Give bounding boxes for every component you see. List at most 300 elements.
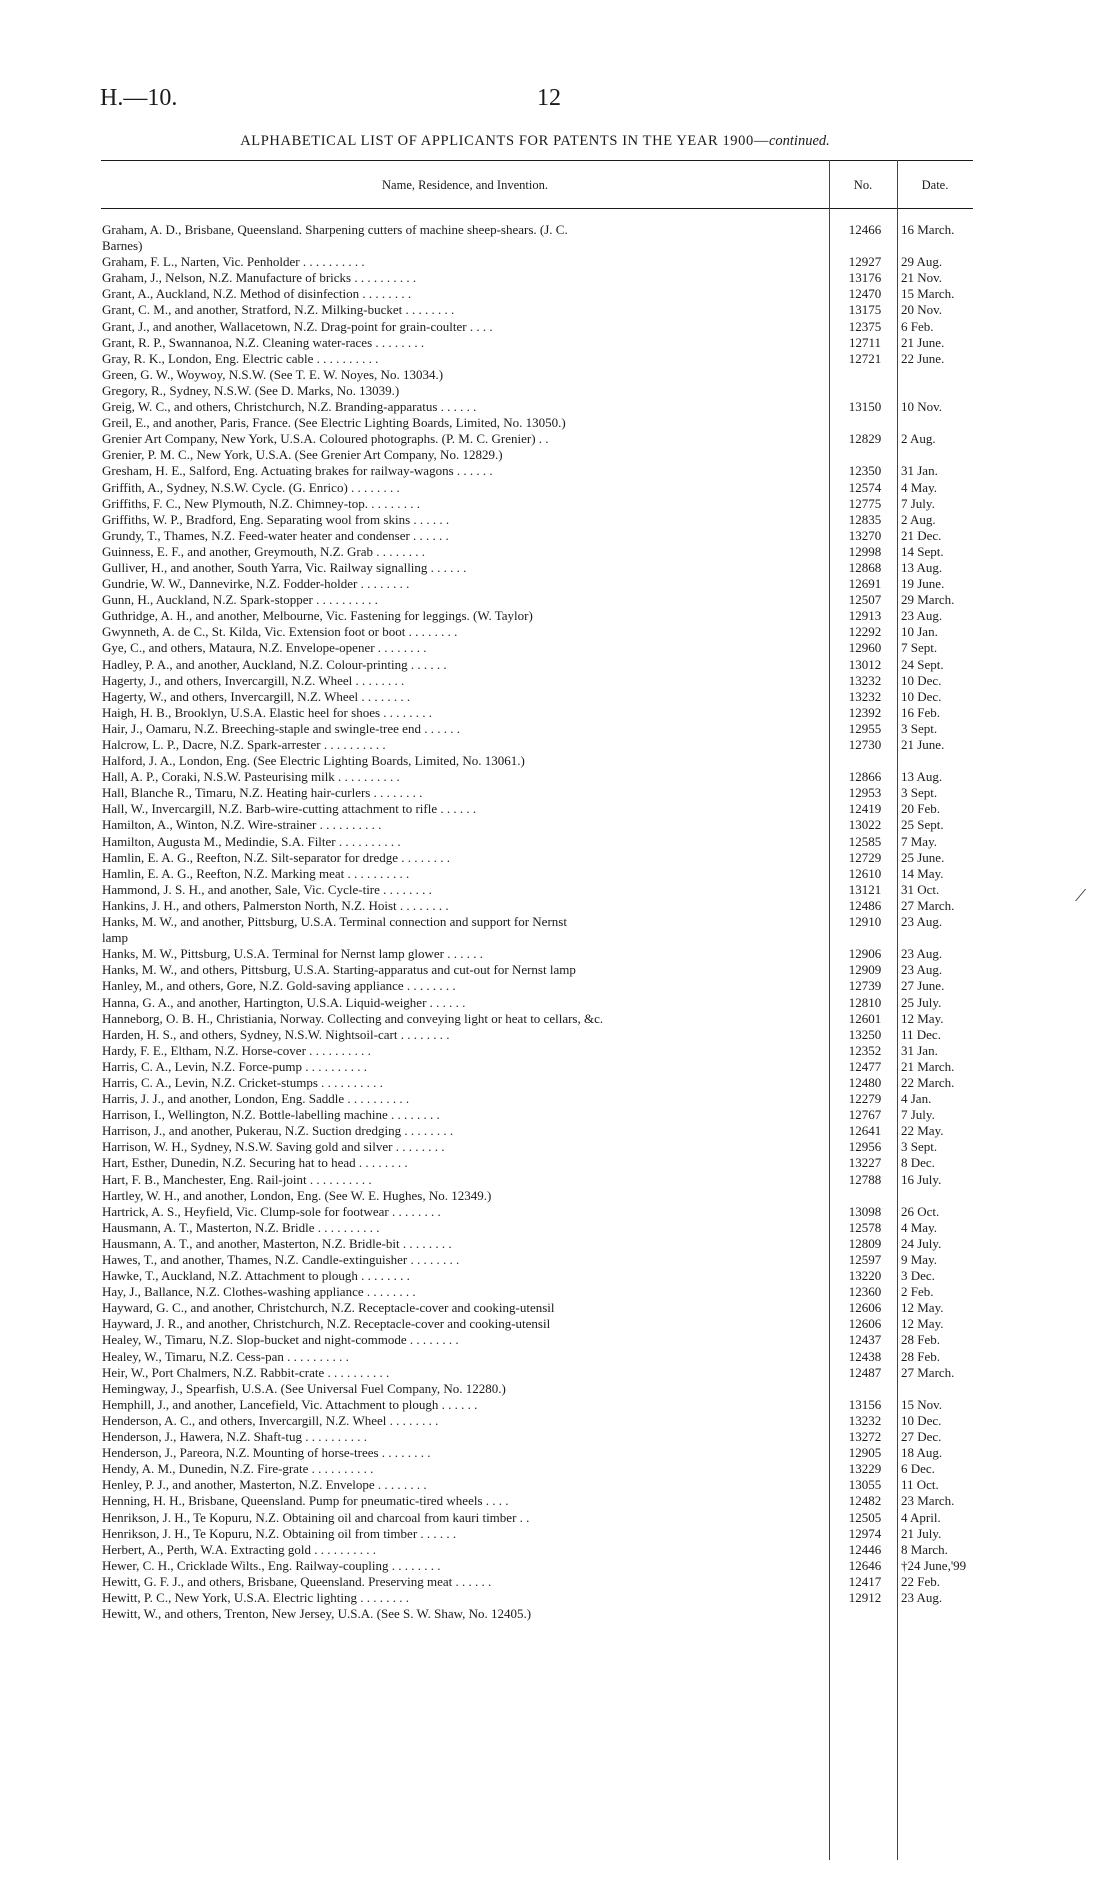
- applicant-entry: Griffiths, W. P., Bradford, Eng. Separating wool from skins . . . . . .: [102, 511, 450, 527]
- applicant-entry: Guthridge, A. H., and another, Melbourne, Vic. Fastening for leggings. (W. Taylor): [102, 608, 533, 624]
- patent-number: 12480: [848, 1074, 882, 1090]
- patent-date: 16 March.: [901, 222, 955, 237]
- patent-date: 22 June.: [901, 350, 945, 366]
- applicant-entry: Green, G. W., Woywoy, N.S.W. (See T. E. W. Noyes, No. 13034.): [102, 366, 444, 382]
- table-row: [101, 1510, 973, 1526]
- table-row: [101, 528, 973, 544]
- table-row: [101, 560, 973, 576]
- patent-number: 13250: [848, 1026, 882, 1042]
- table-row: [101, 399, 973, 415]
- patent-date: 11 Oct.: [901, 1477, 939, 1493]
- applicant-entry: Hewer, C. H., Cricklade Wilts., Eng. Railway-coupling . . . . . . . .: [102, 1557, 441, 1573]
- applicant-entry: Hair, J., Oamaru, N.Z. Breeching-staple and swingle-tree end . . . . . .: [102, 720, 460, 736]
- patent-date: 16 Feb.: [901, 704, 940, 720]
- patent-number: 12437: [848, 1332, 882, 1348]
- table-row: [101, 1332, 973, 1348]
- patent-number: 13121: [848, 881, 882, 897]
- table-row: [101, 544, 973, 560]
- patent-date: 4 Jan.: [901, 1091, 932, 1107]
- patent-date: 23 Aug.: [901, 962, 943, 978]
- column-header-name: Name, Residence, and Invention.: [382, 178, 548, 192]
- patent-number: 12505: [848, 1509, 882, 1525]
- applicant-entry: Healey, W., Timaru, N.Z. Slop-bucket and night-commode . . . . . . . .: [102, 1332, 459, 1348]
- applicant-entry: Harrison, W. H., Sydney, N.S.W. Saving gold and silver . . . . . . . .: [102, 1139, 445, 1155]
- patent-date: 25 July.: [901, 994, 942, 1010]
- applicant-entry: [102, 222, 826, 254]
- applicant-entry: Graham, F. L., Narten, Vic. Penholder . . . . . . . . . .: [102, 254, 365, 270]
- patent-number: 12507: [848, 592, 882, 608]
- patent-date: 3 Sept.: [901, 785, 938, 801]
- patent-date: 4 May.: [901, 1219, 937, 1235]
- table-row: [101, 1349, 973, 1365]
- patent-number: 12606: [848, 1316, 882, 1332]
- table-row: [101, 1220, 973, 1236]
- page-title: [100, 133, 970, 150]
- patent-number: 12974: [848, 1525, 882, 1541]
- table-row: [101, 785, 973, 801]
- table-row: [101, 721, 973, 737]
- patent-date: 28 Feb.: [901, 1348, 940, 1364]
- page-header: [100, 85, 970, 115]
- margin-mark: ⟋: [1075, 888, 1087, 905]
- patent-date: 20 Nov.: [901, 302, 943, 318]
- column-header-no: No.: [853, 178, 873, 192]
- table-row: [101, 1059, 973, 1075]
- patent-number: 12360: [848, 1284, 882, 1300]
- table-row: [101, 480, 973, 496]
- patent-number: 12906: [848, 946, 882, 962]
- patent-number: 12956: [848, 1139, 882, 1155]
- patent-date: 25 Sept.: [901, 817, 944, 833]
- patent-number: 12375: [848, 318, 882, 334]
- applicant-entry: Gulliver, H., and another, South Yarra, Vic. Railway signalling . . . . . .: [102, 559, 467, 575]
- table-row: [101, 1107, 973, 1123]
- applicant-entry: Griffiths, F. C., New Plymouth, N.Z. Chimney-top. . . . . . . . .: [102, 495, 420, 511]
- patent-date: 10 Dec.: [901, 672, 942, 688]
- table-row: [101, 1155, 973, 1171]
- patent-number: 12955: [848, 720, 882, 736]
- patent-date: 14 May.: [901, 865, 944, 881]
- applicant-entry: Gwynneth, A. de C., St. Kilda, Vic. Extension foot or boot . . . . . . . .: [102, 624, 458, 640]
- patent-date: 27 June.: [901, 978, 945, 994]
- patent-date: 7 July.: [901, 1107, 935, 1123]
- table-row: [101, 1606, 973, 1622]
- applicant-entry: Grenier, P. M. C., New York, U.S.A. (See Grenier Art Company, No. 12829.): [102, 447, 503, 463]
- table-row: [101, 705, 973, 721]
- applicant-entry: Gray, R. K., London, Eng. Electric cable . . . . . . . . . .: [102, 350, 379, 366]
- patent-date: 26 Oct.: [901, 1203, 940, 1219]
- table-row: [101, 1139, 973, 1155]
- patent-number: 12438: [848, 1348, 882, 1364]
- table-row: [101, 1461, 973, 1477]
- applicant-entry: Herbert, A., Perth, W.A. Extracting gold . . . . . . . . . .: [102, 1541, 377, 1557]
- patent-number: 12350: [848, 463, 882, 479]
- table-row: [101, 1075, 973, 1091]
- patent-number: 12960: [848, 640, 882, 656]
- patent-date: 3 Sept.: [901, 1139, 938, 1155]
- patent-date: 15 Nov.: [901, 1396, 943, 1412]
- patent-number: 12466: [848, 222, 882, 237]
- patent-number: 12998: [848, 543, 882, 559]
- table-row: [101, 270, 973, 286]
- applicant-entry: Hanks, M. W., Pittsburg, U.S.A. Terminal for Nernst lamp glower . . . . . .: [102, 946, 484, 962]
- applicant-entry: Hausmann, A. T., and another, Masterton, N.Z. Bridle-bit . . . . . . . .: [102, 1235, 452, 1251]
- applicant-entry: Graham, J., Nelson, N.Z. Manufacture of bricks . . . . . . . . . .: [102, 270, 417, 286]
- patent-date: †24 June,'99: [901, 1557, 967, 1573]
- patent-date: 8 March.: [901, 1541, 948, 1557]
- table-row: [101, 302, 973, 318]
- patent-date: 31 Jan.: [901, 1042, 938, 1058]
- applicant-entry: Harden, H. S., and others, Sydney, N.S.W. Nightsoil-cart . . . . . . . .: [102, 1026, 450, 1042]
- applicant-entry: Hadley, P. A., and another, Auckland, N.Z. Colour-printing . . . . . .: [102, 656, 447, 672]
- table-row: [101, 1268, 973, 1284]
- applicant-entry: Grant, C. M., and another, Stratford, N.Z. Milking-bucket . . . . . . . .: [102, 302, 455, 318]
- applicant-entry: Hall, A. P., Coraki, N.S.W. Pasteurising milk . . . . . . . . . .: [102, 769, 400, 785]
- table-row: [101, 978, 973, 994]
- patent-number: 12601: [848, 1010, 882, 1026]
- table-row: [101, 914, 973, 946]
- table-row: [101, 1043, 973, 1059]
- patent-number: 12909: [848, 962, 882, 978]
- table-row: [101, 222, 973, 254]
- applicant-entry-continuation: lamp: [102, 930, 128, 946]
- title-continued: continued.: [768, 133, 830, 149]
- table-row: [101, 1542, 973, 1558]
- applicant-entry: Hardy, F. E., Eltham, N.Z. Horse-cover . . . . . . . . . .: [102, 1042, 371, 1058]
- title-main: ALPHABETICAL LIST OF APPLICANTS FOR PATENTS IN THE YEAR 1900—: [240, 133, 769, 149]
- patent-number: 12953: [848, 785, 882, 801]
- patent-date: 27 March.: [901, 897, 955, 913]
- column-header-date: Date.: [921, 178, 949, 192]
- applicant-entry: Hamlin, E. A. G., Reefton, N.Z. Marking meat . . . . . . . . . .: [102, 865, 410, 881]
- patent-number: 12866: [848, 769, 882, 785]
- table-row: [101, 1365, 973, 1381]
- patent-date: 11 Dec.: [901, 1026, 941, 1042]
- patent-date: 29 Aug.: [901, 254, 943, 270]
- patent-date: 7 July.: [901, 495, 935, 511]
- patent-date: 20 Feb.: [901, 801, 940, 817]
- table-row: [101, 496, 973, 512]
- patent-date: 24 Sept.: [901, 656, 944, 672]
- table-row: [101, 1316, 973, 1332]
- patent-number: 12486: [848, 897, 882, 913]
- table-row: [101, 689, 973, 705]
- applicant-entry: Hartrick, A. S., Heyfield, Vic. Clump-sole for footwear . . . . . . . .: [102, 1203, 441, 1219]
- patent-date: 22 Feb.: [901, 1573, 940, 1589]
- patent-number: 12487: [848, 1364, 882, 1380]
- table-row: [101, 431, 973, 447]
- patent-date: 3 Sept.: [901, 720, 938, 736]
- patent-number: 12606: [848, 1300, 882, 1316]
- table-row: [101, 1284, 973, 1300]
- patent-date: 7 May.: [901, 833, 937, 849]
- applicant-entry: Healey, W., Timaru, N.Z. Cess-pan . . . . . . . . . .: [102, 1348, 349, 1364]
- table-row: [101, 1252, 973, 1268]
- applicant-entry: Gye, C., and others, Mataura, N.Z. Envelope-opener . . . . . . . .: [102, 640, 427, 656]
- applicant-entry: Harrison, J., and another, Pukerau, N.Z. Suction dredging . . . . . . . .: [102, 1123, 454, 1139]
- patent-number: 12788: [848, 1171, 882, 1187]
- table-row: [101, 1011, 973, 1027]
- table-row: [101, 946, 973, 962]
- table-row: [101, 1526, 973, 1542]
- patent-date: 4 May.: [901, 479, 937, 495]
- table-row: [101, 319, 973, 335]
- patent-number: 13229: [848, 1461, 882, 1477]
- patent-date: 7 Sept.: [901, 640, 938, 656]
- patent-date: 10 Dec.: [901, 1412, 942, 1428]
- applicant-entry-continuation: Barnes): [102, 238, 143, 253]
- applicant-entry: Heir, W., Port Chalmers, N.Z. Rabbit-crate . . . . . . . . . .: [102, 1364, 390, 1380]
- patent-date: 12 May.: [901, 1010, 944, 1026]
- applicant-entry: Hanley, M., and others, Gore, N.Z. Gold-saving appliance . . . . . . . .: [102, 978, 456, 994]
- patent-date: 28 Feb.: [901, 1332, 940, 1348]
- applicant-entry: Harris, J. J., and another, London, Eng. Saddle . . . . . . . . . .: [102, 1091, 410, 1107]
- patent-date: 13 Aug.: [901, 769, 943, 785]
- applicant-entry: Hawes, T., and another, Thames, N.Z. Candle-extinguisher . . . . . . . .: [102, 1252, 460, 1267]
- patent-number: 12913: [848, 608, 882, 624]
- patent-date: 3 Dec.: [901, 1268, 935, 1284]
- applicant-entry: Hemingway, J., Spearfish, U.S.A. (See Universal Fuel Company, No. 12280.): [102, 1380, 506, 1396]
- patent-number: 13055: [848, 1477, 882, 1493]
- patent-number: 12470: [848, 286, 882, 302]
- applicant-entry: Harris, C. A., Levin, N.Z. Cricket-stumps . . . . . . . . . .: [102, 1074, 383, 1090]
- patent-date: 21 July.: [901, 1525, 942, 1541]
- applicant-entry: Haigh, H. B., Brooklyn, U.S.A. Elastic heel for shoes . . . . . . . .: [102, 704, 433, 720]
- table-row: [101, 576, 973, 592]
- applicant-entry: Henrikson, J. H., Te Kopuru, N.Z. Obtaining oil from timber . . . . . .: [102, 1525, 457, 1541]
- table-row: [101, 254, 973, 270]
- patent-date: 23 Aug.: [901, 946, 943, 962]
- table-row: [101, 512, 973, 528]
- patent-number: 12691: [848, 576, 882, 592]
- applicant-entry: Hanna, G. A., and another, Hartington, U.S.A. Liquid-weigher . . . . . .: [102, 994, 466, 1010]
- patent-date: 21 June.: [901, 737, 945, 752]
- table-top-rule: [101, 160, 973, 161]
- patent-number: 13156: [848, 1396, 882, 1412]
- table-row: [101, 415, 973, 431]
- patent-number: 13227: [848, 1155, 882, 1171]
- applicant-entry: Harrison, I., Wellington, N.Z. Bottle-labelling machine . . . . . . . .: [102, 1107, 440, 1123]
- patent-number: 12446: [848, 1541, 882, 1557]
- patent-date: 21 March.: [901, 1058, 955, 1074]
- applicant-entry: Halcrow, L. P., Dacre, N.Z. Spark-arrester . . . . . . . . . .: [102, 737, 386, 752]
- patent-number: 12927: [848, 254, 882, 270]
- applicant-entry: Hart, Esther, Dunedin, N.Z. Securing hat to head . . . . . . . .: [102, 1155, 408, 1171]
- applicant-entry: Hall, W., Invercargill, N.Z. Barb-wire-cutting attachment to rifle . . . . . .: [102, 801, 477, 817]
- patent-number: 13232: [848, 672, 882, 688]
- patent-date: 21 Dec.: [901, 527, 942, 543]
- applicant-entry: Grant, R. P., Swannanoa, N.Z. Cleaning water-races . . . . . . . .: [102, 334, 425, 350]
- table-row: [101, 1477, 973, 1493]
- patent-date: 18 Aug.: [901, 1445, 943, 1461]
- applicant-entry: Harris, C. A., Levin, N.Z. Force-pump . . . . . . . . . .: [102, 1058, 368, 1074]
- table-row: [101, 447, 973, 463]
- table-row: [101, 753, 973, 769]
- applicant-entry: Gundrie, W. W., Dannevirke, N.Z. Fodder-holder . . . . . . . .: [102, 576, 410, 592]
- applicant-entry: Hagerty, W., and others, Invercargill, N.Z. Wheel . . . . . . . .: [102, 688, 411, 704]
- patent-date: 24 July.: [901, 1235, 942, 1251]
- patent-number: 12292: [848, 624, 882, 640]
- patent-number: 13012: [848, 656, 882, 672]
- patent-number: 12641: [848, 1123, 882, 1139]
- document-id: H.—10.: [100, 85, 178, 111]
- table-row: [101, 383, 973, 399]
- table-row: [101, 1204, 973, 1220]
- table-row: [101, 1027, 973, 1043]
- patent-number: 12767: [848, 1107, 882, 1123]
- table-row: [101, 335, 973, 351]
- applicant-entry: Hausmann, A. T., Masterton, N.Z. Bridle . . . . . . . . . .: [102, 1219, 380, 1235]
- patent-number: 12279: [848, 1091, 882, 1107]
- patent-number: 12835: [848, 511, 882, 527]
- table-row: [101, 898, 973, 914]
- patent-number: 13175: [848, 302, 882, 318]
- applicant-entry: Gresham, H. E., Salford, Eng. Actuating brakes for railway-wagons . . . . . .: [102, 463, 493, 479]
- patent-number: 12477: [848, 1058, 882, 1074]
- patent-number: 12910: [848, 914, 882, 930]
- applicant-entry: Hay, J., Ballance, N.Z. Clothes-washing appliance . . . . . . . .: [102, 1284, 416, 1300]
- patent-number: 12392: [848, 704, 882, 720]
- patent-date: 27 Dec.: [901, 1429, 942, 1445]
- table-row: [101, 1172, 973, 1188]
- applicant-entry: Hewitt, G. F. J., and others, Brisbane, Queensland. Preserving meat . . . . . .: [102, 1573, 492, 1589]
- patent-date: 23 Aug.: [901, 914, 943, 930]
- applicant-entry-line: Graham, A. D., Brisbane, Queensland. Sharpening cutters of machine sheep-shears. (J. C.: [102, 222, 568, 237]
- applicant-entry: [102, 914, 826, 946]
- patent-date: 21 Nov.: [901, 270, 943, 286]
- patent-number: 13232: [848, 688, 882, 704]
- patent-number: 12730: [848, 737, 882, 752]
- patent-date: 23 March.: [901, 1493, 955, 1509]
- patent-number: 13272: [848, 1429, 882, 1445]
- applicant-entry: Henning, H. H., Brisbane, Queensland. Pump for pneumatic-tired wheels . . . .: [102, 1493, 509, 1509]
- table-row: [101, 1091, 973, 1107]
- applicant-entry: Griffith, A., Sydney, N.S.W. Cycle. (G. Enrico) . . . . . . . .: [102, 479, 400, 495]
- patent-date: 13 Aug.: [901, 559, 943, 575]
- page-number: 12: [537, 85, 561, 111]
- applicant-entry: Hammond, J. S. H., and another, Sale, Vic. Cycle-tire . . . . . . . .: [102, 881, 432, 897]
- patent-number: 13232: [848, 1412, 882, 1428]
- applicant-entry: Henderson, A. C., and others, Invercargill, N.Z. Wheel . . . . . . . .: [102, 1412, 439, 1428]
- patent-number: 13176: [848, 270, 882, 286]
- patent-number: 12810: [848, 994, 882, 1010]
- table-row: [101, 673, 973, 689]
- table-row: [101, 1574, 973, 1590]
- applicant-entry: Hewitt, P. C., New York, U.S.A. Electric lighting . . . . . . . .: [102, 1589, 409, 1605]
- table-row: [101, 592, 973, 608]
- table-row: [101, 850, 973, 866]
- applicant-entry: Grant, A., Auckland, N.Z. Method of disinfection . . . . . . . .: [102, 286, 412, 302]
- applicant-entry: Grant, J., and another, Wallacetown, N.Z. Drag-point for grain-coulter . . . .: [102, 318, 493, 334]
- applicant-entry: Greig, W. C., and others, Christchurch, N.Z. Branding-apparatus . . . . . .: [102, 399, 477, 415]
- patent-date: 4 April.: [901, 1509, 941, 1525]
- patent-number: 12585: [848, 833, 882, 849]
- applicant-entry: Hawke, T., Auckland, N.Z. Attachment to plough . . . . . . . .: [102, 1268, 410, 1284]
- patent-date: 16 July.: [901, 1171, 942, 1187]
- table-row: [101, 286, 973, 302]
- table-row: [101, 737, 973, 753]
- patent-number: 12912: [848, 1589, 882, 1605]
- table-row: [101, 1300, 973, 1316]
- patent-number: 13220: [848, 1268, 882, 1284]
- applicant-entry: Henderson, J., Pareora, N.Z. Mounting of horse-trees . . . . . . . .: [102, 1445, 431, 1461]
- patent-date: 10 Dec.: [901, 688, 942, 704]
- table-row: [101, 367, 973, 383]
- patent-number: 12868: [848, 559, 882, 575]
- patent-number: 13022: [848, 817, 882, 833]
- table-row: [101, 995, 973, 1011]
- applicant-entry: Hartley, W. H., and another, London, Eng. (See W. E. Hughes, No. 12349.): [102, 1187, 492, 1203]
- table-row: [101, 866, 973, 882]
- applicant-entry: Greil, E., and another, Paris, France. (See Electric Lighting Boards, Limited, No. 13050.): [102, 415, 566, 431]
- applicant-entry: Grenier Art Company, New York, U.S.A. Coloured photographs. (P. M. C. Grenier) . .: [102, 431, 549, 447]
- applicant-entry: Hayward, G. C., and another, Christchurch, N.Z. Receptacle-cover and cooking-utensil: [102, 1300, 555, 1316]
- table-row: [101, 801, 973, 817]
- patent-date: 23 Aug.: [901, 608, 943, 624]
- applicant-entry: Hamlin, E. A. G., Reefton, N.Z. Silt-separator for dredge . . . . . . . .: [102, 849, 451, 865]
- patent-date: 10 Nov.: [901, 399, 943, 415]
- table-row: [101, 1558, 973, 1574]
- patent-date: 31 Oct.: [901, 881, 940, 897]
- table-row: [101, 1397, 973, 1413]
- patent-number: 12739: [848, 978, 882, 994]
- patent-number: 12809: [848, 1235, 882, 1251]
- patent-number: 12610: [848, 865, 882, 881]
- table-row: [101, 962, 973, 978]
- patent-number: 13150: [848, 399, 882, 415]
- patent-date: 12 May.: [901, 1300, 944, 1316]
- applicant-entry: Guinness, E. F., and another, Greymouth, N.Z. Grab . . . . . . . .: [102, 543, 426, 559]
- table-row: [101, 769, 973, 785]
- table-row: [101, 1493, 973, 1509]
- table-row: [101, 1188, 973, 1204]
- applicant-entry: Henley, P. J., and another, Masterton, N.Z. Envelope . . . . . . . .: [102, 1477, 427, 1493]
- applicant-entry: Hemphill, J., and another, Lancefield, Vic. Attachment to plough . . . . . .: [102, 1396, 478, 1412]
- patent-number: 12646: [848, 1557, 882, 1573]
- patent-date: 29 March.: [901, 592, 955, 608]
- patent-date: 8 Dec.: [901, 1155, 935, 1171]
- patent-number: 12578: [848, 1219, 882, 1235]
- patent-date: 27 March.: [901, 1364, 955, 1380]
- table-row: [101, 640, 973, 656]
- table-row: [101, 624, 973, 640]
- table-row: [101, 1413, 973, 1429]
- patent-number: 13098: [848, 1203, 882, 1219]
- patent-date: 22 May.: [901, 1123, 944, 1139]
- applicant-entry: Gregory, R., Sydney, N.S.W. (See D. Marks, No. 13039.): [102, 382, 400, 398]
- patent-date: 2 Aug.: [901, 511, 936, 527]
- applicant-entry: Halford, J. A., London, Eng. (See Electric Lighting Boards, Limited, No. 13061.): [102, 753, 525, 769]
- table-row: [101, 1445, 973, 1461]
- table-row: [101, 351, 973, 367]
- applicant-entry: Hankins, J. H., and others, Palmerston North, N.Z. Hoist . . . . . . . .: [102, 897, 449, 913]
- patent-date: 22 March.: [901, 1074, 955, 1090]
- patent-date: 23 Aug.: [901, 1589, 943, 1605]
- table-row: [101, 834, 973, 850]
- applicant-entry: Henderson, J., Hawera, N.Z. Shaft-tug . . . . . . . . . .: [102, 1429, 368, 1445]
- applicant-entry: Hall, Blanche R., Timaru, N.Z. Heating hair-curlers . . . . . . . .: [102, 785, 423, 801]
- patent-date: 2 Feb.: [901, 1284, 934, 1300]
- table-row: [101, 1590, 973, 1606]
- table-row: [101, 657, 973, 673]
- table-row: [101, 1429, 973, 1445]
- patent-number: 12574: [848, 479, 882, 495]
- patent-date: 25 June.: [901, 849, 945, 865]
- patent-date: 21 June.: [901, 334, 945, 350]
- patent-date: 9 May.: [901, 1252, 937, 1267]
- table-row: [101, 463, 973, 479]
- applicant-entry: Hart, F. B., Manchester, Eng. Rail-joint . . . . . . . . . .: [102, 1171, 372, 1187]
